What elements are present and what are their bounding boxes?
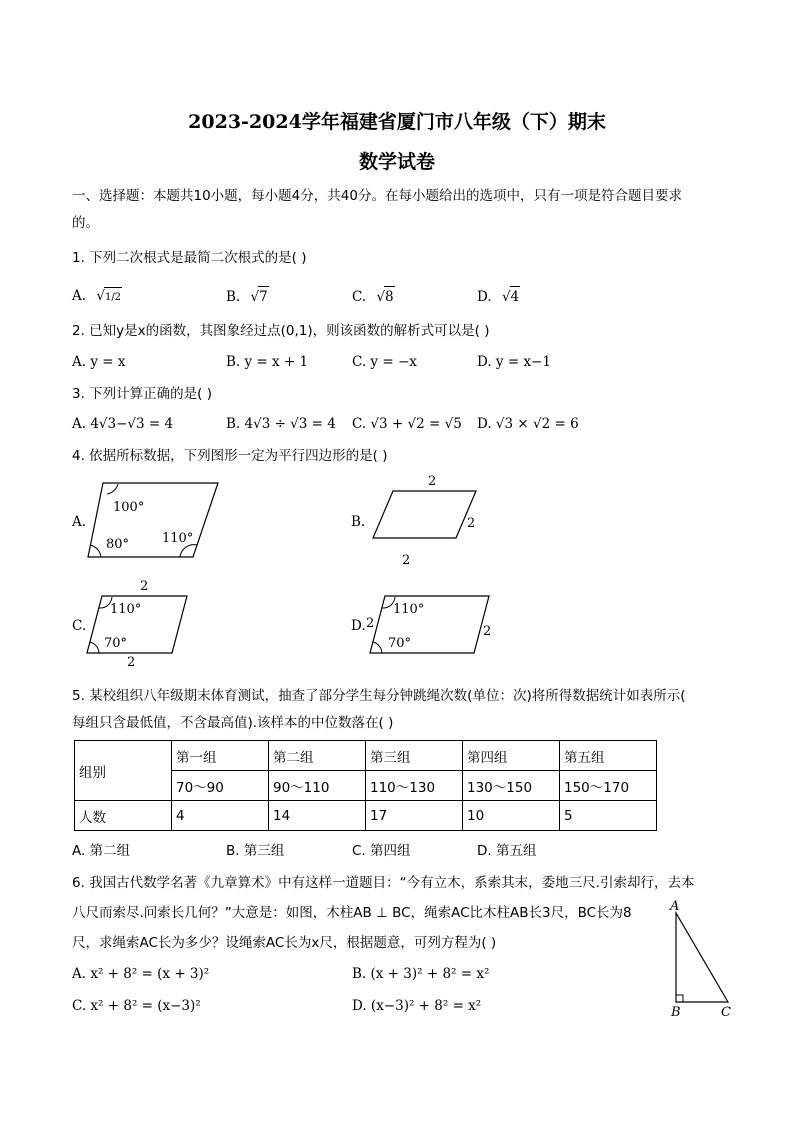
q3-option-b: B. 4√3 ÷ √3 = 4 (226, 416, 336, 432)
q4-figure-d-arc-bottom (373, 642, 382, 653)
q2-option-b: B. y = x + 1 (226, 354, 309, 370)
q6-stem-line1: 6. 我国古代数学名著《九章算术》中有这样一道题目：“今有立木，系索其末，委地三尺.引索却行，去本 (72, 875, 695, 891)
table-row (75, 741, 657, 771)
table-cell: 150～170 (560, 771, 657, 801)
q2-option-a: A. y = x (72, 354, 126, 370)
q6-option-c: C. x² + 8² = (x−3)² (72, 998, 201, 1014)
q3-option-d: D. √3 × √2 = 6 (477, 416, 579, 432)
q4-figure-c-side-bottom: 2 (127, 655, 136, 670)
q3-option-a: A. 4√3−√3 = 4 (72, 416, 174, 432)
q5-stem-line1: 5. 某校组织八年级期末体育测试，抽查了部分学生每分钟跳绳次数(单位：次)将所得数据统计如表所示( (72, 688, 686, 704)
table-cell: 17 (366, 801, 463, 831)
q4-figure-d-angle-top: 110° (393, 602, 425, 617)
q2-option-c: C. y = −x (352, 354, 417, 370)
q1-option-a-label: A. (72, 288, 87, 304)
table-cell: 130～150 (463, 771, 560, 801)
q4-option-b-label: B. (351, 514, 366, 530)
q4-figure-d-angle-bottom: 70° (388, 636, 412, 651)
q4-figure-c-angle-top: 110° (110, 602, 142, 617)
q3-option-c: C. √3 + √2 = √5 (352, 416, 462, 432)
q5-option-a: A. 第二组 (72, 843, 131, 859)
q2-option-d: D. y = x−1 (477, 354, 551, 370)
q1-option-b-label: B. (226, 289, 241, 305)
table-cell: 90～110 (269, 771, 366, 801)
q4-figure-a-angle-right: 110° (162, 531, 194, 546)
q1-option-d-value: 4 (510, 286, 521, 307)
q1-stem: 1. 下列二次根式是最简二次根式的是( ) (72, 250, 307, 266)
q5-data-table (74, 740, 657, 831)
q1-option-b: B. √7 (226, 286, 269, 307)
q4-figure-b-side-top: 2 (428, 474, 437, 489)
q4-figure-c-angle-bottom: 70° (104, 636, 128, 651)
q1-option-b-value: 7 (258, 286, 269, 307)
q4-stem: 4. 依据所标数据，下列图形一定为平行四边形的是( ) (72, 448, 388, 464)
q6-option-b: B. (x + 3)² + 8² = x² (352, 966, 490, 982)
table-cell: 第二组 (269, 741, 366, 771)
q1-option-d: D. √4 (477, 286, 520, 307)
q6-vertex-a: A (670, 899, 680, 914)
table-cell: 第五组 (560, 741, 657, 771)
q4-figure-b-side-right: 2 (467, 516, 476, 531)
q1-option-a-value: 1/2 (104, 287, 122, 308)
q6-stem-line2: 八尺而索尽.问索长几何？”大意是：如图，木柱AB ⊥ BC，绳索AC比木柱AB长3尺，BC长为8 (72, 905, 632, 921)
q4-option-d-label: D. (351, 618, 366, 634)
q4-option-a-label: A. (72, 514, 87, 530)
q4-figure-a-arc-top (107, 484, 118, 494)
q1-option-d-label: D. (477, 289, 492, 305)
q6-vertex-b: B (671, 1005, 681, 1020)
section-instructions: 一、选择题：本题共10小题，每小题4分，共40分。在每小题给出的选项中，只有一项是符合题目要求 (72, 188, 682, 204)
table-cell: 第一组 (172, 741, 269, 771)
q6-right-angle-mark (676, 995, 683, 1002)
q5-stem-line2: 每组只含最低值，不含最高值).该样本的中位数落在( ) (72, 715, 394, 731)
exam-title: 2023-2024学年福建省厦门市八年级（下）期末 (188, 111, 606, 133)
q6-option-d: D. (x−3)² + 8² = x² (352, 998, 482, 1014)
q4-figure-b-shape (373, 491, 476, 538)
q4-figure-a-angle-left: 80° (106, 537, 130, 552)
q5-option-b: B. 第三组 (226, 843, 285, 859)
q3-stem: 3. 下列计算正确的是( ) (72, 386, 212, 402)
table-cell: 70～90 (172, 771, 269, 801)
q6-vertex-c: C (721, 1005, 731, 1020)
table-cell: 10 (463, 801, 560, 831)
q4-figure-a-arc-left (90, 545, 101, 557)
q1-option-c-value: 8 (384, 286, 395, 307)
table-cell: 第四组 (463, 741, 560, 771)
q5-option-c: C. 第四组 (352, 843, 411, 859)
table-cell: 4 (172, 801, 269, 831)
q4-figure-a-arc-right (180, 545, 197, 557)
exam-subtitle: 数学试卷 (358, 151, 435, 173)
q4-figure-d-side-left: 2 (366, 616, 375, 631)
q4-figure-b-side-bottom: 2 (402, 553, 411, 568)
q6-stem-line3: 尺，求绳索AC长为多少？设绳索AC长为x尺，根据题意，可列方程为( ) (72, 935, 497, 951)
q5-option-d: D. 第五组 (477, 843, 537, 859)
table-header-count: 人数 (75, 801, 172, 831)
q1-option-c: C. √8 (352, 286, 395, 307)
q4-option-c-label: C. (72, 618, 87, 634)
table-header-group: 组别 (75, 741, 172, 801)
table-cell: 110～130 (366, 771, 463, 801)
table-row (75, 801, 657, 831)
q4-figure-d-side-right: 2 (483, 624, 492, 639)
q1-option-a: A. √1/2 (72, 286, 122, 308)
q2-stem: 2. 已知y是x的函数，其图象经过点(0,1)，则该函数的解析式可以是( ) (72, 323, 490, 339)
q4-figure-c-arc-bottom (90, 642, 99, 653)
q4-figure-a-angle-top: 100° (113, 500, 145, 515)
table-cell: 14 (269, 801, 366, 831)
q6-option-a: A. x² + 8² = (x + 3)² (72, 966, 210, 982)
q6-triangle-shape (676, 913, 728, 1002)
table-cell: 5 (560, 801, 657, 831)
q4-figure-c-side-top: 2 (140, 579, 149, 594)
section-instructions-cont: 的。 (72, 215, 99, 231)
table-cell: 第三组 (366, 741, 463, 771)
q1-option-c-label: C. (352, 289, 367, 305)
